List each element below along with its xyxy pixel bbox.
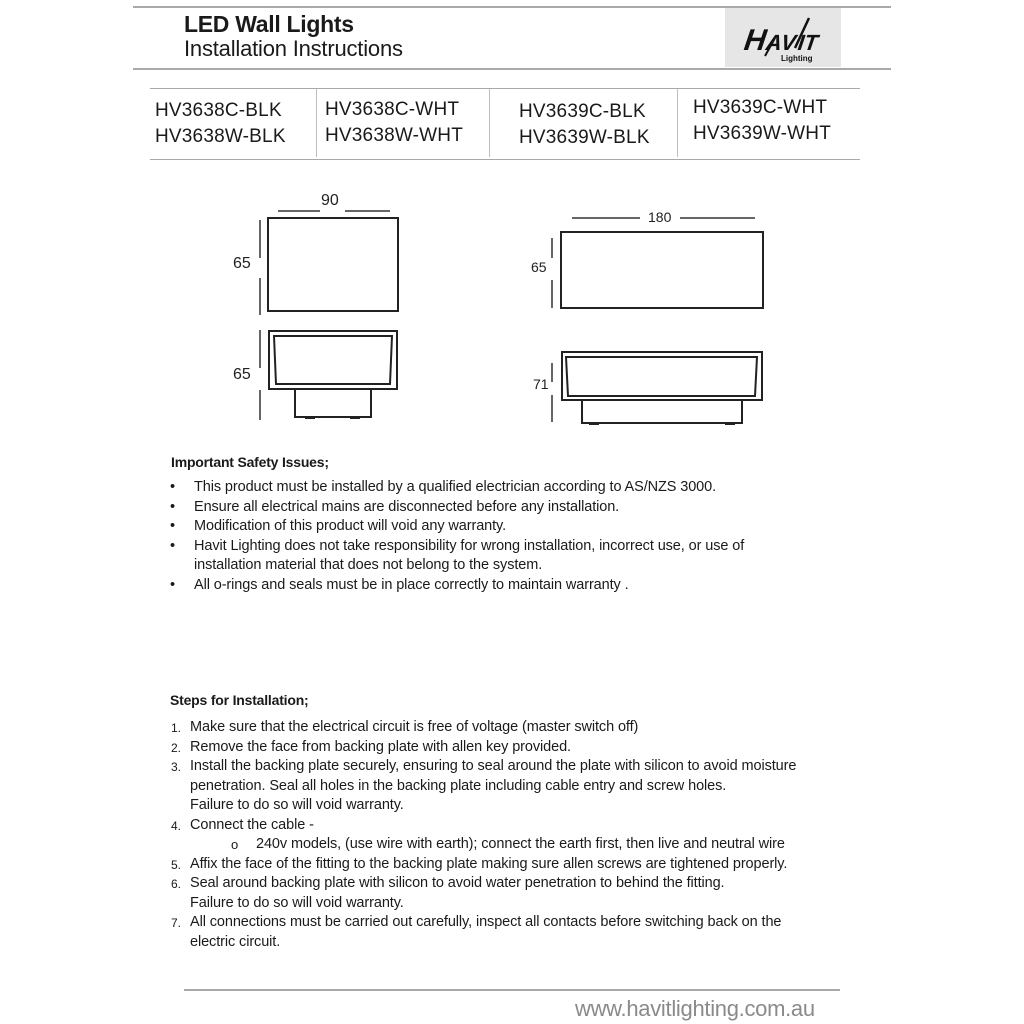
- steps-list: [171, 718, 851, 952]
- model-number: HV3639C-WHT: [693, 97, 828, 118]
- side-height-dimension-label: 71: [533, 376, 549, 392]
- svg-text:H: H: [742, 24, 769, 57]
- header-bottom-rule: [133, 68, 891, 70]
- bullet-icon: •: [170, 518, 175, 534]
- step-number: 4.: [171, 818, 181, 833]
- step-item: 2. Remove the face from backing plate with allen key provided.: [171, 738, 851, 758]
- diagram-large-lines: [520, 200, 780, 430]
- width-dimension-label: 90: [321, 192, 339, 209]
- svg-text:A: A: [764, 30, 784, 55]
- safety-item: • Modification of this product will void any warranty.: [170, 517, 810, 537]
- model-number: HV3638W-BLK: [155, 126, 286, 147]
- step-number: 7.: [171, 916, 181, 930]
- step-number: 3.: [171, 760, 181, 774]
- model-column-3: [519, 99, 650, 151]
- bullet-icon: •: [170, 479, 175, 495]
- side-height-dimension-label: 65: [233, 366, 251, 383]
- models-bottom-rule: [150, 159, 860, 160]
- svg-text:V: V: [779, 30, 798, 55]
- havit-logo-icon: [725, 8, 841, 67]
- model-column-1: [155, 98, 286, 150]
- column-divider: [489, 89, 490, 157]
- diagram-small-lines: [220, 190, 420, 430]
- circle-bullet-icon: o: [231, 837, 239, 852]
- width-dimension-label: 180: [648, 209, 672, 225]
- safety-list: [170, 478, 810, 595]
- step-item: 5. Affix the face of the fitting to the backing plate making sure allen screws are tightened properly.: [171, 855, 851, 875]
- model-number: HV3639W-WHT: [693, 123, 832, 144]
- havit-logo: [725, 8, 841, 67]
- column-divider: [677, 89, 678, 157]
- models-top-rule: [150, 88, 860, 89]
- step-number: 5.: [171, 857, 181, 872]
- step-sub-item: o 240v models, (use wire with earth); connect the earth first, then live and neutral wire: [171, 835, 851, 855]
- model-column-4: [693, 95, 831, 147]
- model-number: HV3639C-BLK: [519, 101, 646, 122]
- step-item: 4. Connect the cable -: [171, 816, 851, 836]
- safety-item: • Ensure all electrical mains are disconnected before any installation.: [170, 498, 810, 518]
- step-number: 2.: [171, 740, 181, 755]
- step-number: 1.: [171, 721, 181, 735]
- footer-rule: [184, 989, 840, 991]
- bullet-icon: •: [170, 537, 175, 554]
- svg-text:IT: IT: [796, 30, 820, 55]
- document-subtitle: Installation Instructions: [184, 36, 403, 61]
- front-height-dimension-label: 65: [233, 255, 251, 272]
- model-column-2: [325, 97, 463, 149]
- step-item: 3. Install the backing plate securely, ensuring to seal around the plate with silicon to avoid moisture penetration. Seal all holes in the backing plate including cable entry and screw holes. Failure to do so will void warranty.: [171, 758, 797, 813]
- bullet-icon: •: [170, 498, 175, 515]
- model-number: HV3639W-BLK: [519, 127, 650, 148]
- safety-item: • All o-rings and seals must be in place correctly to maintain warranty .: [170, 576, 810, 596]
- safety-heading: Important Safety Issues;: [171, 454, 329, 470]
- safety-item: • Havit Lighting does not take responsibility for wrong installation, incorrect use, or use of installation material that does not belong to the system.: [170, 537, 745, 573]
- front-height-dimension-label: 65: [531, 259, 547, 275]
- svg-text:Lighting: Lighting: [781, 54, 813, 63]
- step-item: 6. Seal around backing plate with silicon to avoid water penetration to behind the fitting. Failure to do so will void warranty.: [171, 875, 725, 911]
- document-title: LED Wall Lights: [184, 11, 354, 37]
- model-number: HV3638C-BLK: [155, 100, 282, 121]
- bullet-icon: •: [170, 576, 175, 593]
- step-item: 7. All connections must be carried out carefully, inspect all contacts before switching back on the electric circuit.: [171, 914, 782, 950]
- column-divider: [316, 89, 317, 157]
- safety-item: • This product must be installed by a qualified electrician according to AS/NZS 3000.: [170, 478, 810, 498]
- website-url[interactable]: www.havitlighting.com.au: [575, 996, 815, 1021]
- model-number: HV3638W-WHT: [325, 125, 464, 146]
- model-number: HV3638C-WHT: [325, 99, 460, 120]
- step-number: 6.: [171, 877, 181, 891]
- step-item: 1. Make sure that the electrical circuit is free of voltage (master switch off): [171, 718, 851, 738]
- steps-heading: Steps for Installation;: [170, 692, 309, 708]
